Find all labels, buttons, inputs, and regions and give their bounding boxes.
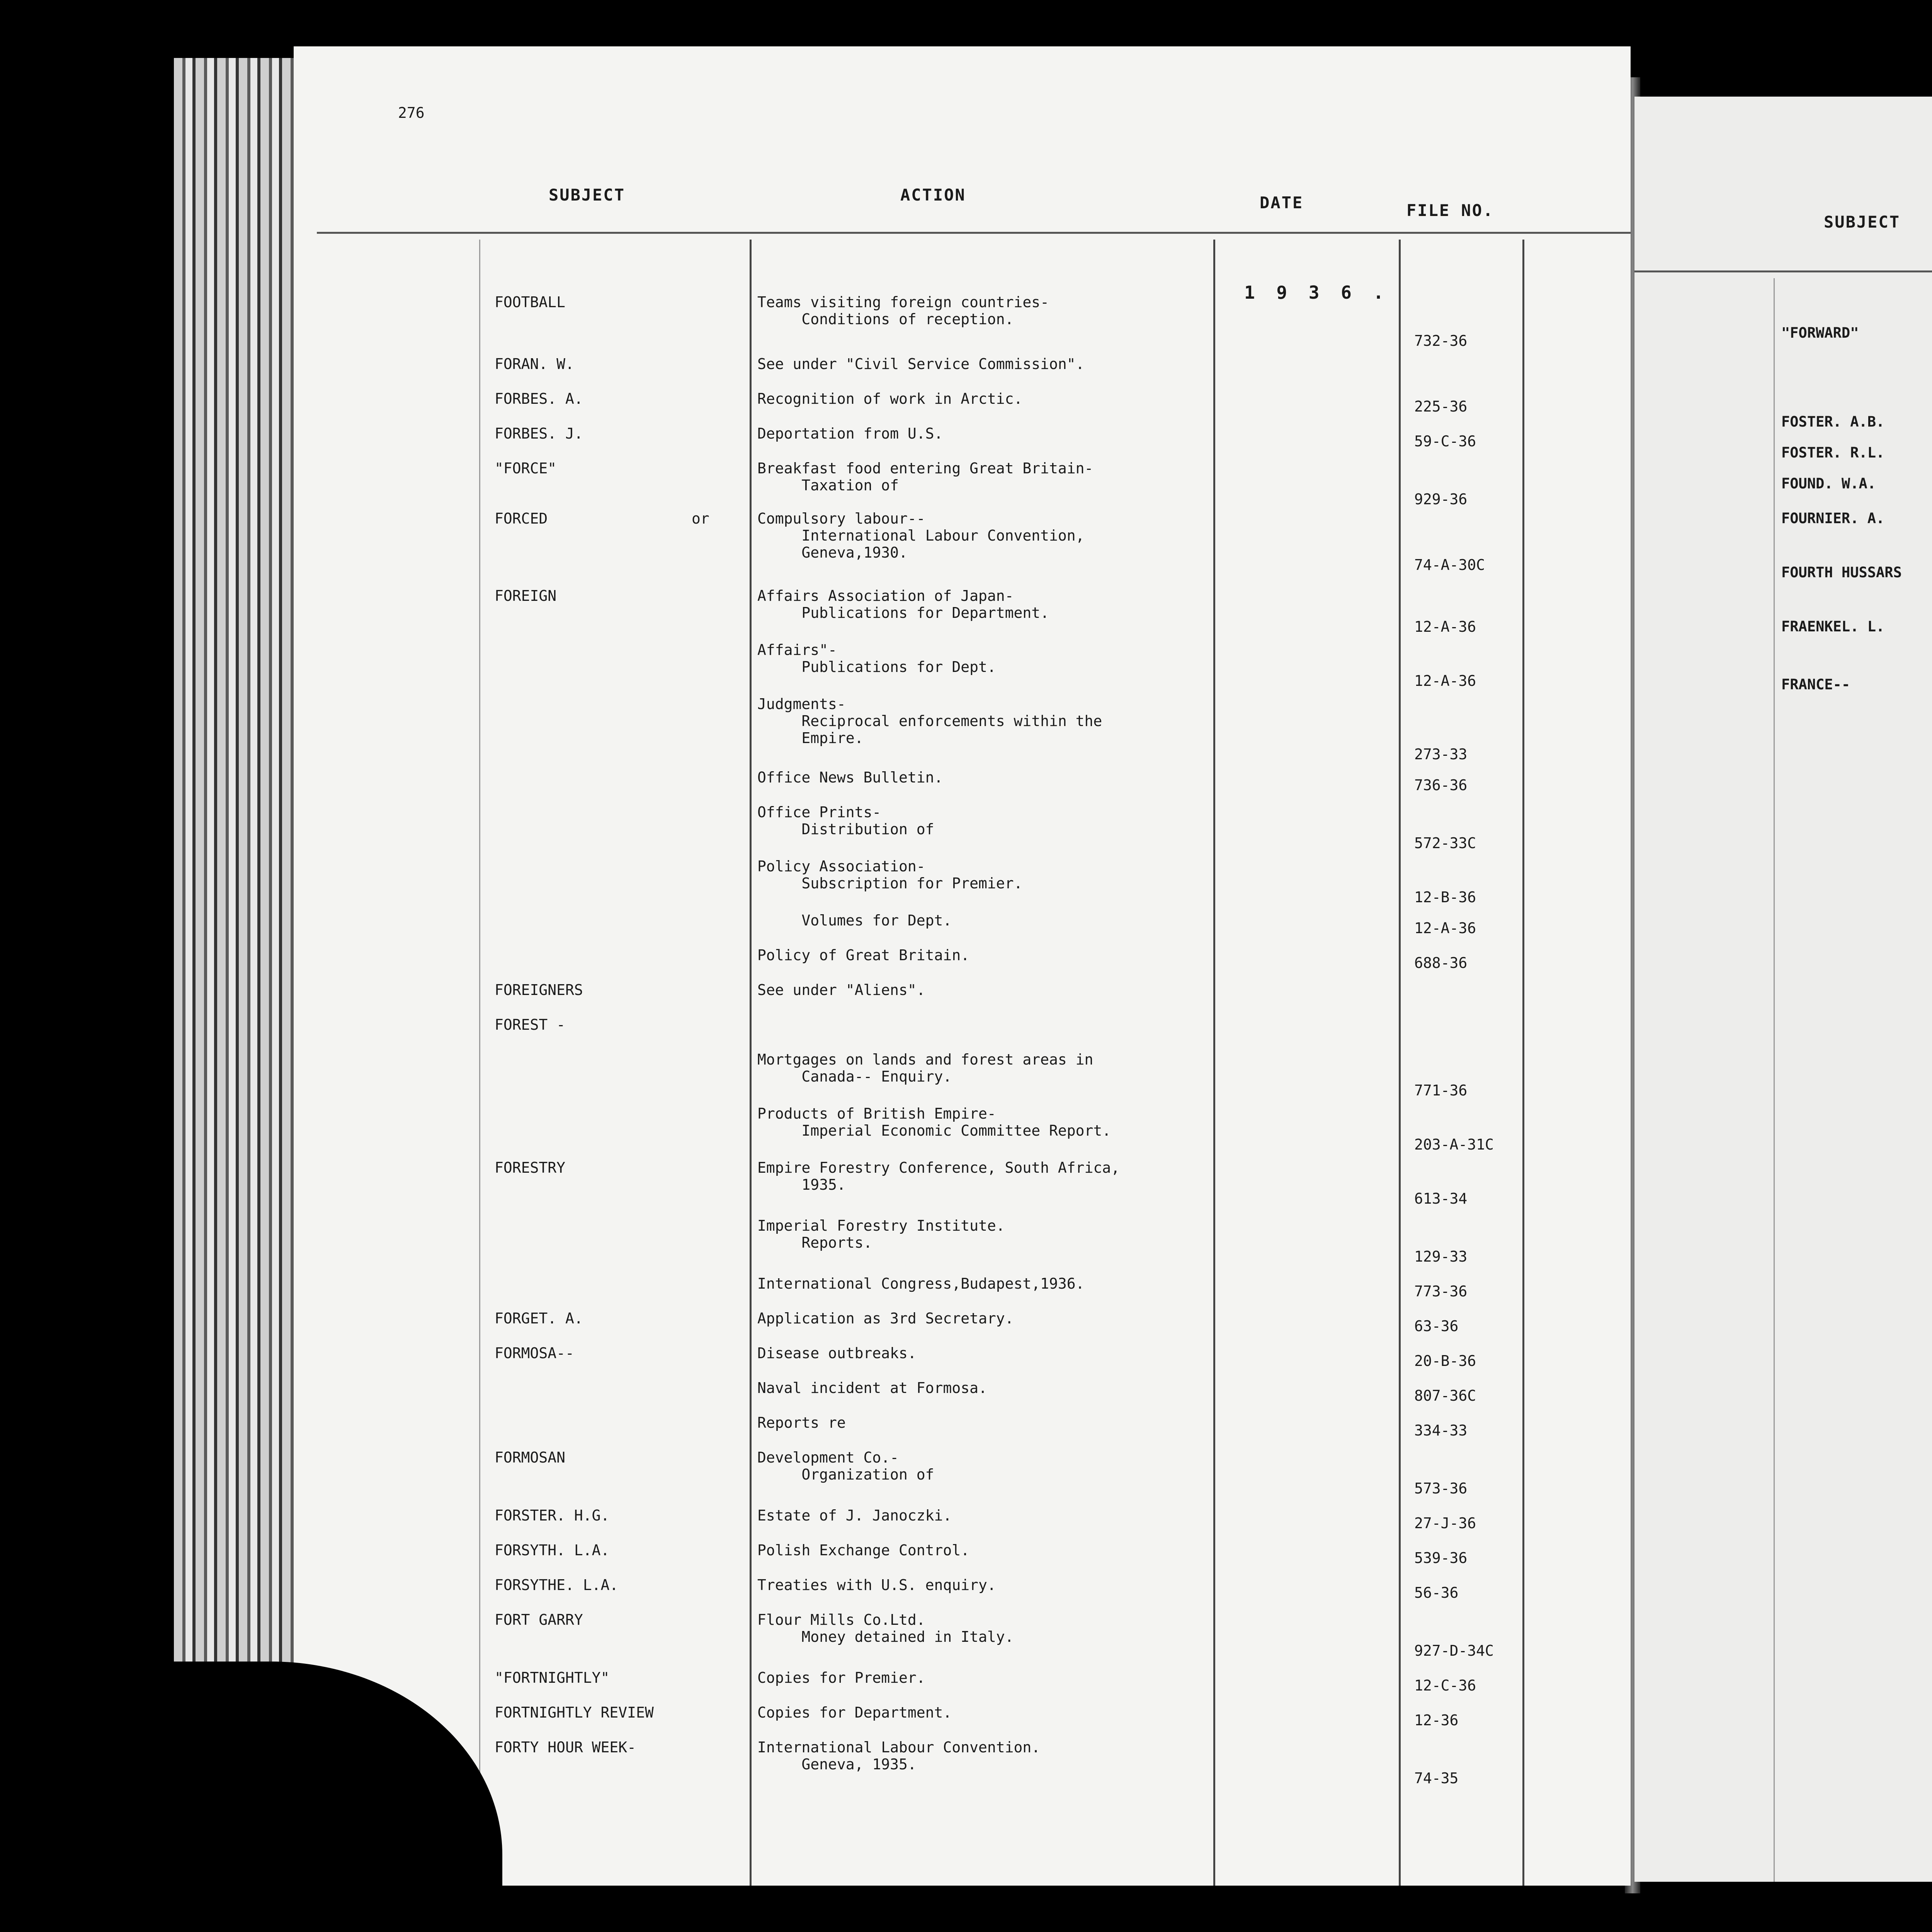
- entry-action: Copies for Department.: [757, 1704, 952, 1721]
- entry-action: Teams visiting foreign countries- Conditions of reception.: [757, 294, 1049, 328]
- entry-file-number: 74-A-30C: [1414, 556, 1485, 573]
- entry-file-number: 273-33: [1414, 746, 1468, 763]
- entry-action: Development Co.- Organization of: [757, 1449, 934, 1483]
- entry-file-number: 203-A-31C: [1414, 1136, 1494, 1153]
- entry-action: Affairs"- Publications for Dept.: [757, 641, 996, 675]
- entry-file-number: 334-33: [1414, 1422, 1468, 1439]
- entry-file-number: 59-C-36: [1414, 433, 1476, 450]
- entry-action: Affairs Association of Japan- Publications for Department.: [757, 587, 1049, 621]
- column-rule: [1522, 240, 1524, 1886]
- entry-action: Policy Association- Subscription for Premier.: [757, 858, 1023, 892]
- entry-file-number: 12-A-36: [1414, 920, 1476, 937]
- entry-file-number: 807-36C: [1414, 1387, 1476, 1404]
- entry-subject: FOREST -: [495, 1016, 566, 1033]
- year-marker: 1 9 3 6 .: [1244, 282, 1389, 303]
- entry-file-number: 572-33C: [1414, 835, 1476, 852]
- entry-file-number: 573-36: [1414, 1480, 1468, 1497]
- entry-action: Compulsory labour-- International Labour Convention, Geneva,1930.: [757, 510, 1085, 561]
- entry-file-number: 74-35: [1414, 1770, 1459, 1787]
- entry-subject: FORBES. A.: [495, 390, 583, 407]
- column-rule: [479, 240, 480, 1886]
- entry-subject: FOSTER. R.L.: [1781, 444, 1885, 461]
- entry-subject: FORSYTHE. L.A.: [495, 1577, 619, 1594]
- entry-action: Naval incident at Formosa.: [757, 1379, 987, 1396]
- entry-file-number: 225-36: [1414, 398, 1468, 415]
- entry-file-number: 539-36: [1414, 1549, 1468, 1566]
- entry-subject: FOURNIER. A.: [1781, 510, 1885, 527]
- entry-action: Application as 3rd Secretary.: [757, 1310, 1014, 1327]
- column-rule: [1213, 240, 1215, 1886]
- entry-subject: FORSTER. H.G.: [495, 1507, 610, 1524]
- entry-file-number: 27-J-36: [1414, 1515, 1476, 1532]
- entry-action: Copies for Premier.: [757, 1669, 925, 1686]
- right-page: [1634, 97, 1932, 1882]
- entry-file-number: 63-36: [1414, 1318, 1459, 1335]
- left-page: [294, 46, 1631, 1886]
- entry-action: See under "Civil Service Commission".: [757, 355, 1085, 372]
- entry-action: Deportation from U.S.: [757, 425, 943, 442]
- entry-subject: FOOTBALL: [495, 294, 566, 311]
- entry-action: Estate of J. Janoczki.: [757, 1507, 952, 1524]
- entry-subject: FORCED: [495, 510, 548, 527]
- entry-action: Polish Exchange Control.: [757, 1542, 970, 1559]
- entry-file-number: 56-36: [1414, 1584, 1459, 1601]
- entry-file-number: 129-33: [1414, 1248, 1468, 1265]
- entry-subject: "FORWARD": [1781, 325, 1859, 341]
- entry-subject: FORBES. J.: [495, 425, 583, 442]
- column-rule: [1774, 278, 1775, 1882]
- entry-subject: FORESTRY: [495, 1159, 566, 1176]
- entry-action: Breakfast food entering Great Britain- Taxation of: [757, 460, 1094, 494]
- entry-subject: FOURTH HUSSARS: [1781, 564, 1902, 581]
- entry-action: Office Prints- Distribution of: [757, 804, 934, 838]
- entry-action: Treaties with U.S. enquiry.: [757, 1577, 996, 1594]
- entry-file-number: 12-C-36: [1414, 1677, 1476, 1694]
- entry-subject: FRANCE--: [1781, 676, 1850, 693]
- header-date: DATE: [1260, 193, 1304, 212]
- entry-action: Policy of Great Britain.: [757, 947, 970, 964]
- entry-file-number: 12-A-36: [1414, 618, 1476, 635]
- entry-action: Disease outbreaks.: [757, 1345, 917, 1362]
- entry-action: Empire Forestry Conference, South Africa, 1935.: [757, 1159, 1120, 1193]
- entry-action: See under "Aliens".: [757, 981, 925, 998]
- entry-subject: FOUND. W.A.: [1781, 475, 1876, 492]
- entry-action: International Congress,Budapest,1936.: [757, 1275, 1085, 1292]
- entry-action: Judgments- Reciprocal enforcements within the Empire.: [757, 696, 1102, 747]
- entry-action: Reports re: [757, 1414, 846, 1431]
- header-subject: SUBJECT: [549, 185, 626, 204]
- column-rule: [750, 240, 752, 1886]
- entry-subject: FORMOSA--: [495, 1345, 574, 1362]
- entry-subject: FORTY HOUR WEEK-: [495, 1739, 636, 1756]
- entry-action: Flour Mills Co.Ltd. Money detained in Italy.: [757, 1611, 1014, 1645]
- entry-file-number: 732-36: [1414, 332, 1468, 349]
- entry-file-number: 688-36: [1414, 954, 1468, 971]
- header-subject: SUBJECT: [1824, 213, 1901, 231]
- entry-subject: "FORTNIGHTLY": [495, 1669, 610, 1686]
- entry-subject-note: or: [692, 510, 709, 527]
- entry-file-number: 773-36: [1414, 1283, 1468, 1300]
- entry-action: Volumes for Dept.: [757, 912, 952, 929]
- entry-subject: FORGET. A.: [495, 1310, 583, 1327]
- entry-file-number: 929-36: [1414, 491, 1468, 508]
- entry-action: Mortgages on lands and forest areas in Canada-- Enquiry.: [757, 1051, 1094, 1085]
- entry-file-number: 736-36: [1414, 777, 1468, 794]
- column-rule: [1399, 240, 1401, 1886]
- entry-file-number: 12-A-36: [1414, 672, 1476, 689]
- left-page-edges: [174, 58, 294, 1835]
- entry-action: International Labour Convention. Geneva, 1935.: [757, 1739, 1041, 1773]
- entry-subject: FOREIGNERS: [495, 981, 583, 998]
- entry-file-number: 927-D-34C: [1414, 1642, 1494, 1659]
- header-file-no: FILE NO.: [1406, 201, 1494, 220]
- page-number: 276: [398, 104, 425, 121]
- entry-file-number: 613-34: [1414, 1190, 1468, 1207]
- entry-subject: FORT GARRY: [495, 1611, 583, 1628]
- entry-subject: "FORCE": [495, 460, 557, 477]
- entry-file-number: 20-B-36: [1414, 1352, 1476, 1369]
- header-action: ACTION: [900, 185, 966, 204]
- entry-file-number: 12-36: [1414, 1712, 1459, 1729]
- header-rule: [1634, 270, 1932, 272]
- entry-file-number: 12-B-36: [1414, 889, 1476, 906]
- entry-action: Imperial Forestry Institute. Reports.: [757, 1217, 1005, 1251]
- entry-subject: FORTNIGHTLY REVIEW: [495, 1704, 654, 1721]
- entry-subject: FORSYTH. L.A.: [495, 1542, 610, 1559]
- entry-subject: FRAENKEL. L.: [1781, 618, 1885, 635]
- entry-subject: FORMOSAN: [495, 1449, 566, 1466]
- header-rule: [317, 232, 1631, 234]
- entry-file-number: 771-36: [1414, 1082, 1468, 1099]
- entry-action: Office News Bulletin.: [757, 769, 943, 786]
- entry-subject: FORAN. W.: [495, 355, 574, 372]
- entry-action: Recognition of work in Arctic.: [757, 390, 1023, 407]
- entry-subject: FOSTER. A.B.: [1781, 413, 1885, 430]
- entry-action: Products of British Empire- Imperial Economic Committee Report.: [757, 1105, 1111, 1139]
- entry-subject: FOREIGN: [495, 587, 557, 604]
